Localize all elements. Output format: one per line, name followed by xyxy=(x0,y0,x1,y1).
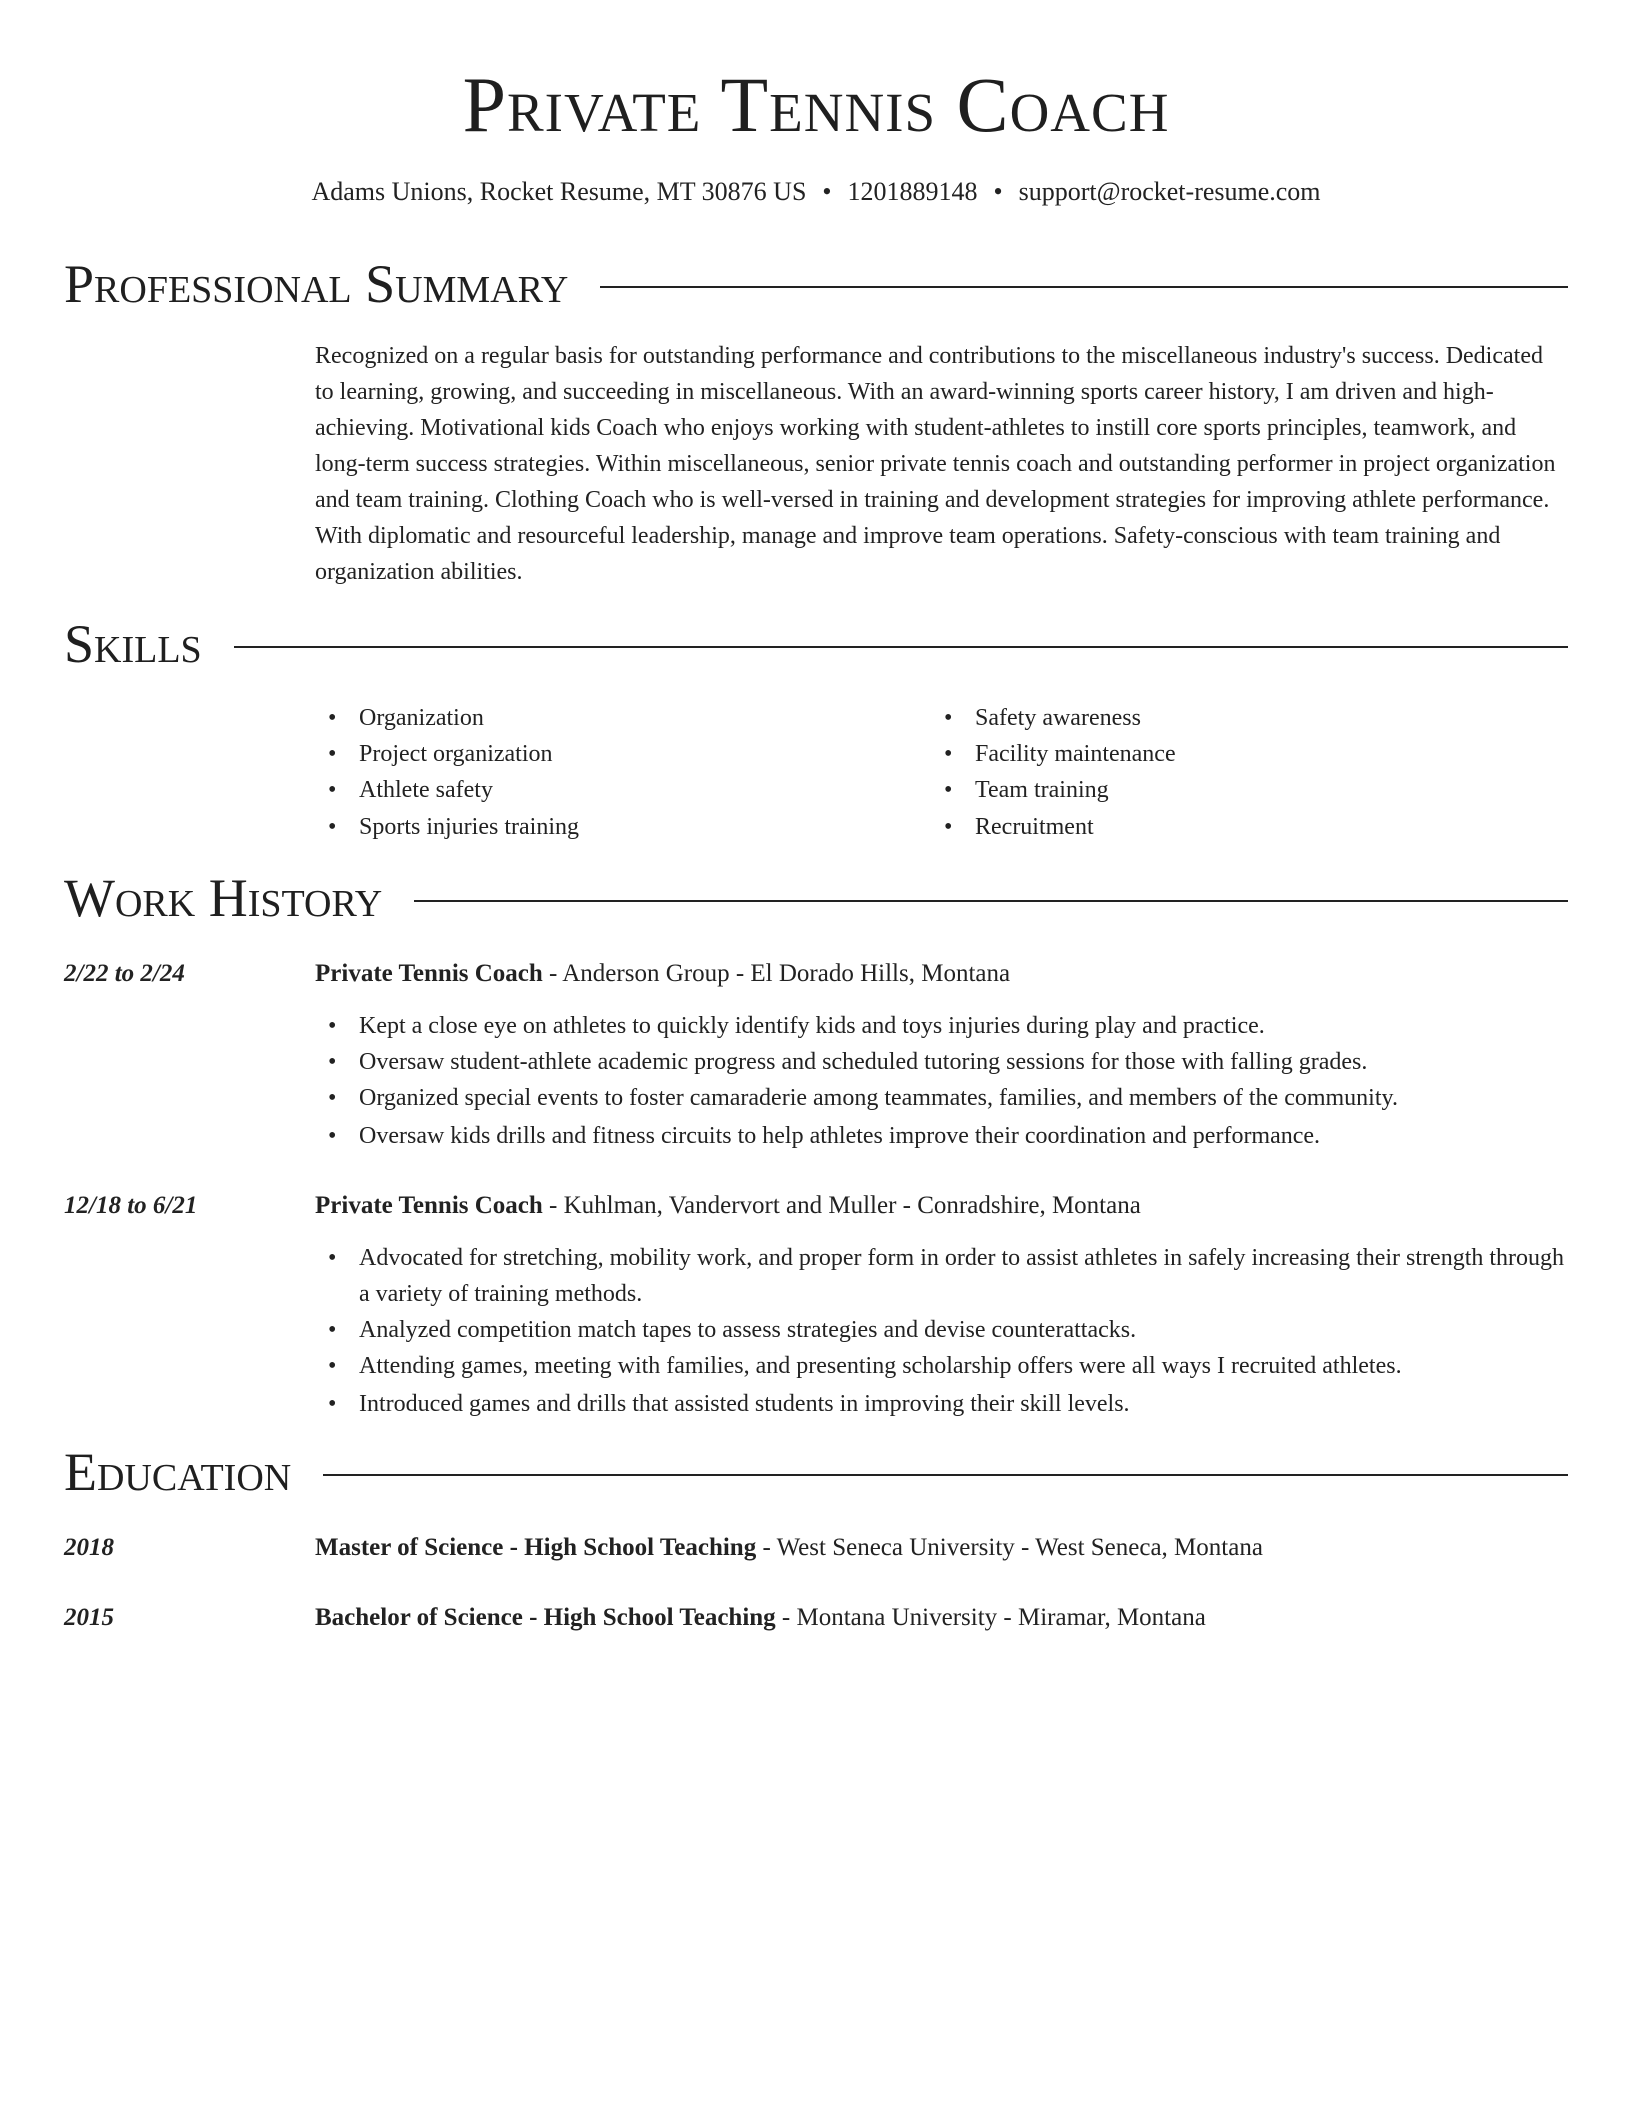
section-title: Professional Summary xyxy=(64,254,600,314)
education-details: - Montana University - Miramar, Montana xyxy=(775,1604,1206,1631)
candidate-name: Private Tennis Coach xyxy=(462,61,1170,148)
contact-address: Adams Unions, Rocket Resume, MT 30876 US xyxy=(311,177,807,206)
skill-item: • Athlete safety xyxy=(315,772,579,808)
contact-phone: 1201889148 xyxy=(847,177,978,206)
education-heading xyxy=(315,1600,1565,1636)
job-bullet: • Introduced games and drills that assisted students in improving their skill levels. xyxy=(315,1386,1565,1422)
section-title: Education xyxy=(64,1442,323,1502)
skills-list-right xyxy=(931,700,1176,845)
section-title: Work History xyxy=(64,868,414,928)
skill-item: • Safety awareness xyxy=(931,700,1176,736)
job-bullet: • Organized special events to foster camaraderie among teammates, families, and members of the community. xyxy=(315,1080,1565,1116)
job-dates: 12/18 to 6/21 xyxy=(64,1192,198,1219)
job-heading xyxy=(315,956,1565,992)
skills-list-left xyxy=(315,700,579,845)
education-year: 2015 xyxy=(64,1604,114,1631)
job-bullets xyxy=(315,1240,1565,1422)
section-heading-education xyxy=(64,1442,1568,1502)
contact-email: support@rocket-resume.com xyxy=(1018,177,1321,206)
job-title: Private Tennis Coach xyxy=(315,960,543,987)
skill-item: • Sports injuries training xyxy=(315,809,579,845)
job-bullet: • Analyzed competition match tapes to assess strategies and devise counterattacks. xyxy=(315,1312,1565,1348)
job-bullet: • Oversaw student-athlete academic progress and scheduled tutoring sessions for those with falling grades. xyxy=(315,1044,1565,1080)
education-details: - West Seneca University - West Seneca, Montana xyxy=(756,1534,1263,1561)
section-title: Skills xyxy=(64,614,234,674)
education-heading xyxy=(315,1530,1565,1566)
job-dates: 2/22 to 2/24 xyxy=(64,960,185,987)
contact-separator: • xyxy=(822,177,832,206)
summary-text: Recognized on a regular basis for outstanding performance and contributions to the miscellaneous industry's success. Dedicated to learning, growing, and succeeding in miscellaneous. With an award-winning sports career history, I am driven and high-achieving. Motivational kids Coach who enjoys working with student-athletes to instill core sports principles, teamwork, and long-term success strategies. Within miscellaneous, senior private tennis coach and outstanding performer in project organization and team training. Clothing Coach who is well-versed in training and development strategies for improving athlete performance. With diplomatic and resourceful leadership, manage and improve team operations. Safety-conscious with team training and organization abilities. xyxy=(315,343,1556,585)
skill-item: • Facility maintenance xyxy=(931,736,1176,772)
skill-item: • Team training xyxy=(931,772,1176,808)
skill-item: • Project organization xyxy=(315,736,579,772)
job-bullets xyxy=(315,1008,1565,1154)
job-bullet: • Kept a close eye on athletes to quickly identify kids and toys injuries during play and practice. xyxy=(315,1008,1565,1044)
contact-line xyxy=(0,174,1632,210)
job-bullet: • Advocated for stretching, mobility work, and proper form in order to assist athletes in safely increasing their strength through a variety of training methods. xyxy=(315,1240,1565,1312)
contact-separator: • xyxy=(993,177,1003,206)
section-heading-skills xyxy=(64,614,1568,674)
job-details: - Kuhlman, Vandervort and Muller - Conradshire, Montana xyxy=(542,1192,1141,1219)
skill-item: • Organization xyxy=(315,700,579,736)
education-degree: Bachelor of Science - High School Teaching xyxy=(315,1604,776,1631)
section-divider xyxy=(64,646,1568,648)
job-details: - Anderson Group - El Dorado Hills, Montana xyxy=(542,960,1011,987)
education-degree: Master of Science - High School Teaching xyxy=(315,1534,757,1561)
job-bullet: • Attending games, meeting with families, and presenting scholarship offers were all ways I recruited athletes. xyxy=(315,1348,1565,1384)
skill-item: • Recruitment xyxy=(931,809,1176,845)
section-heading-work xyxy=(64,868,1568,928)
education-year: 2018 xyxy=(64,1534,114,1561)
job-heading xyxy=(315,1188,1565,1224)
job-title: Private Tennis Coach xyxy=(315,1192,543,1219)
section-heading-summary xyxy=(64,254,1568,314)
job-bullet: • Oversaw kids drills and fitness circuits to help athletes improve their coordination and performance. xyxy=(315,1118,1565,1154)
